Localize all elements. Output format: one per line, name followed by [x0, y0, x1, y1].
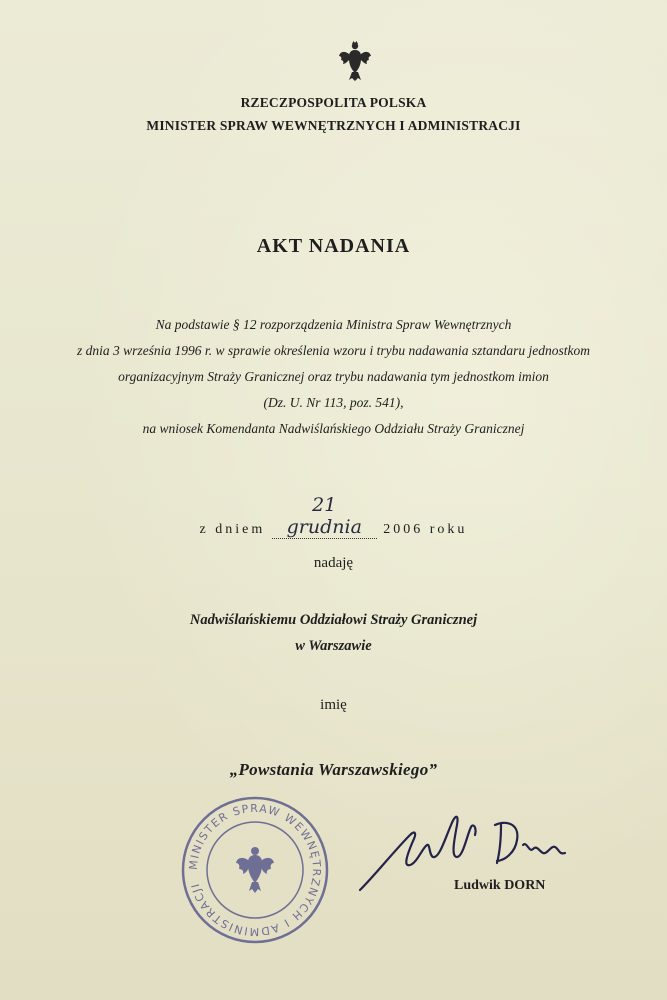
- date-line: [0, 494, 667, 539]
- basis-line: z dnia 3 września 1996 r. w sprawie określenia wzoru i trybu nadawania sztandaru jednostkom: [77, 343, 590, 358]
- honor-name: „Powstania Warszawskiego”: [229, 760, 438, 779]
- date-prefix: z dniem: [199, 522, 266, 537]
- name-word: imię: [320, 697, 347, 713]
- header-ministry: MINISTER SPRAW WEWNĘTRZNYCH I ADMINISTRACJI: [146, 118, 521, 133]
- recipient-line2: w Warszawie: [295, 638, 372, 654]
- recipient-line1: Nadwiślańskiemu Oddziałowi Straży Granicznej: [189, 612, 478, 628]
- document-title: AKT NADANIA: [256, 235, 411, 257]
- basis-line: na wniosek Komendanta Nadwiślańskiego Oddziału Straży Granicznej: [142, 421, 525, 436]
- handwritten-date: 21 grudnia: [286, 494, 362, 538]
- seal-eagle-icon: [236, 847, 274, 893]
- official-seal: [180, 795, 330, 945]
- seal-text: MINISTER SPRAW WEWNĘTRZNYCH I ADMINISTRACJI: [186, 801, 324, 939]
- white-eagle-icon: [338, 40, 372, 82]
- basis-line: Na podstawie § 12 rozporządzenia Ministra Spraw Wewnętrznych: [155, 317, 512, 332]
- basis-line: organizacyjnym Straży Granicznej oraz trybu nadawania tym jednostkom imion: [118, 369, 549, 384]
- header-country: RZECZPOSPOLITA POLSKA: [240, 95, 427, 110]
- basis-line: (Dz. U. Nr 113, poz. 541),: [263, 395, 404, 410]
- signatory-name: Ludwik DORN: [454, 878, 546, 893]
- grant-word: nadaję: [313, 555, 354, 571]
- date-suffix: 2006 roku: [383, 522, 468, 537]
